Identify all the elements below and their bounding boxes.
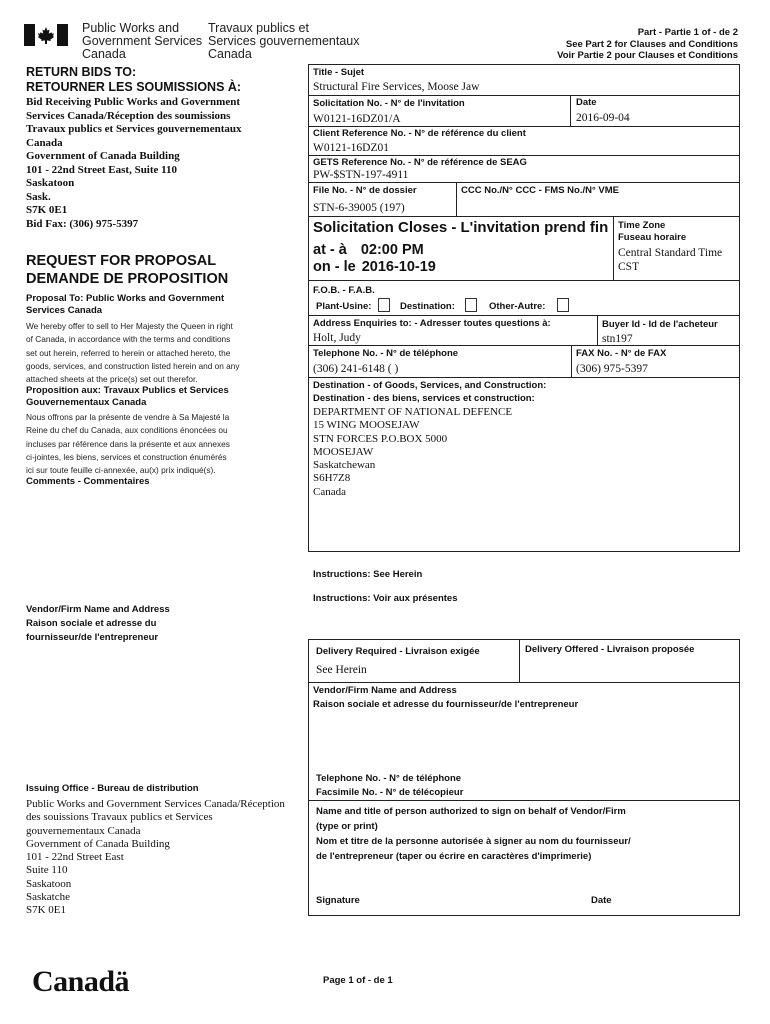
request-for-proposal-title: REQUEST FOR PROPOSAL DEMANDE DE PROPOSITION — [26, 253, 229, 287]
signature-field[interactable]: Signature — [316, 895, 360, 906]
instructions-en: Instructions: See Herein — [313, 569, 423, 580]
department-name-fr: Travaux publics et Services gouvernementaux Canada — [208, 21, 360, 61]
file-number-label: File No. - N° de dossier — [313, 185, 417, 196]
closing-date-value: 2016-10-19 — [361, 259, 436, 275]
closing-time-label: at - à 02:00 PM — [313, 242, 424, 258]
delivery-required-value: See Herein — [316, 664, 367, 676]
delivery-required-label: Delivery Required - Livraison exigée — [316, 646, 480, 657]
destination-goods-address: DEPARTMENT OF NATIONAL DEFENCE 15 WING MOOSEJAW STN FORCES P.O.BOX 5000 MOOSEJAW Saskatchewan S6H7Z8 Canada — [313, 406, 513, 498]
telephone-value: (306) 241-6148 ( ) — [313, 363, 399, 375]
gets-reference-label: GETS Reference No. - N° de référence de SEAG — [313, 157, 527, 168]
file-number-value: STN-6-39005 (197) — [313, 202, 405, 214]
client-reference-label: Client Reference No. - N° de référence du client — [313, 128, 526, 139]
time-zone-value: Central Standard Time CST — [618, 247, 723, 273]
destination-label: Destination: — [400, 301, 455, 312]
page-number: Page 1 of - de 1 — [323, 975, 393, 986]
proposal-to-label: Proposal To: Public Works and Government Services Canada — [26, 293, 225, 316]
address-enquiries-label: Address Enquiries to: - Adresser toutes questions à: — [313, 318, 551, 329]
solicitation-number-label: Solicitation No. - N° de l'invitation — [313, 98, 465, 109]
vendor-telephone-field[interactable]: Telephone No. - N° de téléphone Facsimile No. - N° de télécopieur — [316, 773, 464, 798]
buyer-id-value: stn197 — [602, 333, 633, 345]
title-label: Title - Sujet — [313, 67, 365, 78]
authorized-signatory-field[interactable]: Name and title of person authorized to sign on behalf of Vendor/Firm (type or print) Nom et titre de la personne autorisée à signer au nom du fournisseur/ de l'entrepreneur (taper ou écrire en caractères d'imprimerie) — [316, 806, 631, 862]
telephone-label: Telephone No. - N° de téléphone — [313, 348, 459, 359]
buyer-id-label: Buyer Id - Id de l'acheteur — [602, 319, 718, 330]
destination-goods-label: Destination - of Goods, Services, and Construction: Destination - des biens, services et construction: — [313, 380, 547, 404]
date-value: 2016-09-04 — [576, 112, 630, 124]
closing-date-label: on - le 2016-10-19 — [313, 259, 436, 275]
gets-reference-value: PW-$STN-197-4911 — [313, 169, 409, 181]
address-enquiries-value: Holt, Judy — [313, 332, 361, 344]
canada-wordmark: Canadä — [32, 965, 130, 998]
closing-time-value: 02:00 PM — [360, 242, 424, 258]
other-autre-checkbox[interactable] — [557, 298, 569, 312]
issuing-office-label: Issuing Office - Bureau de distribution — [26, 783, 199, 794]
comments-label: Comments - Commentaires — [26, 476, 150, 487]
vendor-firm-label-left: Vendor/Firm Name and Address Raison sociale et adresse du fournisseur/de l'entrepreneur — [26, 604, 170, 643]
delivery-offered-label[interactable]: Delivery Offered - Livraison proposée — [525, 644, 695, 655]
plant-usine-checkbox[interactable] — [378, 298, 390, 312]
issuing-office-address: Public Works and Government Services Canada/Réception des souissions Travaux publics et Services gouvernementaux Canada Government of Canada Building 101 - 22nd Street East Suite 110 Saskatoon Saskatche S7K 0E1 — [26, 798, 285, 917]
return-bids-address: Bid Receiving Public Works and Government Services Canada/Réception des soumissions Travaux publics et Services gouvernementaux Canada Government of Canada Building 101 - 22nd Street East, Suite 110 Saskatoon Sask. S7K 0E1 Bid Fax: (306) 975-5397 — [26, 96, 242, 230]
client-reference-value: W0121-16DZ01 — [313, 142, 390, 154]
time-zone-label: Time Zone Fuseau horaire — [618, 220, 687, 243]
date-label: Date — [576, 97, 597, 108]
ccc-number-label: CCC No./N° CCC - FMS No./N° VME — [461, 185, 620, 196]
destination-checkbox[interactable] — [465, 298, 477, 312]
signature-date-field[interactable]: Date — [591, 895, 612, 906]
fob-label: F.O.B. - F.A.B. — [313, 285, 375, 296]
title-value: Structural Fire Services, Moose Jaw — [313, 81, 480, 93]
instructions-fr: Instructions: Voir aux présentes — [313, 593, 458, 604]
proposition-aux-label: Proposition aux: Travaux Publics et Services Gouvernementaux Canada — [26, 385, 229, 408]
return-bids-heading: RETURN BIDS TO: RETOURNER LES SOUMISSIONS À: — [26, 65, 242, 94]
fax-label: FAX No. - N° de FAX — [576, 348, 667, 359]
part-indicator: Part - Partie 1 of - de 2 See Part 2 for Clauses and Conditions Voir Partie 2 pour Clauses et Conditions — [557, 27, 738, 61]
proposition-text: Nous offrons par la présente de vendre à Sa Majesté la Reine du chef du Canada, aux conditions énoncées ou incluses par référence dans la présente et aux annexes ci-jointes, les biens, services et construction énumérés ici sur toute feuille ci-annexée, au(x) prix indiqué(s). — [26, 412, 230, 476]
department-name-en: Public Works and Government Services Canada — [82, 21, 203, 61]
proposal-to-text: We hereby offer to sell to Her Majesty the Queen in right of Canada, in accordance with the terms and conditions set out herein, referred to herein or attached hereto, the goods, services, and construction listed herein and on any attached sheets at the price(s) set out therefor. — [26, 321, 240, 385]
solicitation-number-value: W0121-16DZ01/A — [313, 113, 401, 125]
other-autre-label: Other-Autre: — [489, 301, 546, 312]
fax-value: (306) 975-5397 — [576, 363, 648, 375]
canada-flag-icon — [24, 24, 68, 46]
vendor-firm-name-field[interactable]: Vendor/Firm Name and Address Raison sociale et adresse du fournisseur/de l'entrepreneur — [313, 685, 579, 710]
solicitation-closes-label: Solicitation Closes - L'invitation prend fin — [313, 219, 609, 236]
plant-usine-label: Plant-Usine: — [316, 301, 372, 312]
vendor-facsimile-label: Facsimile No. - N° de télécopieur — [316, 786, 464, 798]
